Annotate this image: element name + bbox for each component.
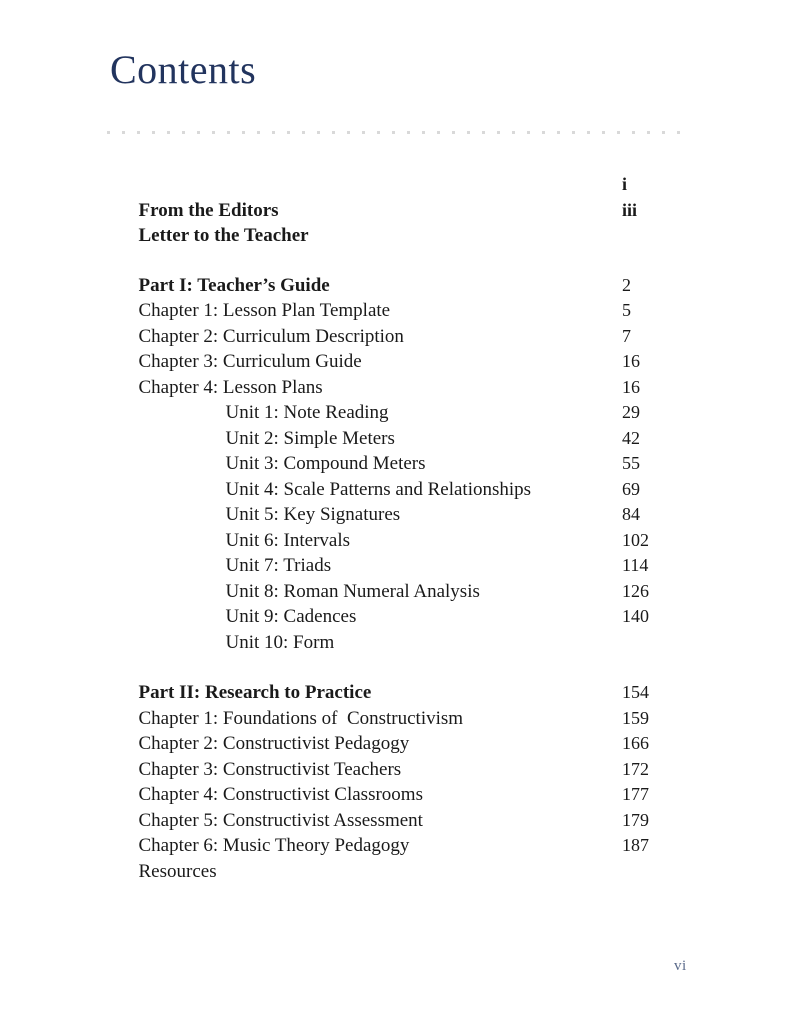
toc-entry-page-number: 172 <box>622 758 649 779</box>
toc-entry-page-number: 179 <box>622 809 649 830</box>
toc-entry-label: From the Editors <box>138 199 279 221</box>
toc-entry-letter-to-the-teacher[interactable] <box>110 198 690 246</box>
dotted-rule-divider <box>107 131 692 134</box>
toc-heading-label: Part II: Research to Practice <box>138 682 372 703</box>
toc-entry-label: Unit 6: Intervals <box>225 529 351 551</box>
toc-entry-label: Chapter 1: Lesson Plan Template <box>138 300 391 321</box>
toc-entry-label: Chapter 3: Constructivist Teachers <box>138 758 402 780</box>
toc-entry-page-number: 126 <box>622 580 649 601</box>
toc-entry-part1-chapter-4[interactable] <box>110 349 690 398</box>
toc-entry-label: Unit 9: Cadences <box>225 606 357 627</box>
toc-entry-page-number: 16 <box>622 351 640 371</box>
toc-entry-label: Chapter 4: Constructivist Classrooms <box>138 784 423 805</box>
toc-entry-page-number: 154 <box>622 682 649 702</box>
toc-entry-label: Chapter 4: Lesson Plans <box>138 376 323 398</box>
toc-entry-page-number: 5 <box>622 300 631 320</box>
toc-entry-label: Letter to the Teacher <box>138 225 309 246</box>
toc-entry-page-number: 55 <box>622 453 640 473</box>
page-title: Contents <box>110 47 257 92</box>
toc-entry-page-number: 166 <box>622 733 649 753</box>
toc-entry-label: Chapter 2: Constructivist Pedagogy <box>138 733 410 754</box>
toc-entry-label: Unit 10: Form <box>225 631 335 653</box>
toc-entry-page-number: 114 <box>622 555 649 575</box>
toc-entry-label: Unit 1: Note Reading <box>225 402 389 423</box>
toc-entry-page-number: 16 <box>622 376 640 397</box>
toc-entry-label: Unit 5: Key Signatures <box>225 504 401 525</box>
toc-entry-label: Chapter 2: Curriculum Description <box>138 325 404 347</box>
toc-heading-label: Part I: Teacher’s Guide <box>138 274 330 296</box>
toc-entry-page-number: 102 <box>622 529 649 550</box>
toc-entry-page-number: iii <box>622 199 638 220</box>
toc-entry-resources[interactable] <box>110 833 690 882</box>
toc-entry-page-number: 69 <box>622 478 640 499</box>
toc-heading-part-one <box>110 247 690 296</box>
toc-entry-part1-chapter-2[interactable] <box>110 298 690 347</box>
toc-entry-part1-chapter-1[interactable] <box>110 273 690 321</box>
toc-entry-page-number: 2 <box>622 274 631 295</box>
toc-entry-label: Chapter 3: Curriculum Guide <box>138 351 362 372</box>
toc-entry-page-number: 177 <box>622 784 649 804</box>
toc-entry-label: Unit 4: Scale Patterns and Relationships <box>225 478 532 500</box>
page-folio-number: vi <box>674 958 687 974</box>
toc-entry-label: Chapter 5: Constructivist Assessment <box>138 809 423 831</box>
toc-entry-label: Chapter 6: Music Theory Pedagogy <box>138 835 410 856</box>
toc-entry-page-number: 42 <box>622 427 640 448</box>
toc-entry-unit-10[interactable] <box>110 604 690 653</box>
toc-entry-page-number: i <box>622 174 628 194</box>
toc-entry-page-number: 140 <box>622 606 649 626</box>
toc-entry-label: Chapter 1: Foundations of Constructivism <box>138 707 464 729</box>
toc-entry-label: Unit 8: Roman Numeral Analysis <box>225 580 480 602</box>
toc-entry-label: Resources <box>138 860 217 882</box>
toc-entry-page-number: 29 <box>622 402 640 422</box>
toc-entry-page-number: 84 <box>622 504 640 524</box>
toc-entry-page-number: 159 <box>622 707 649 728</box>
toc-entry-page-number: 7 <box>622 325 631 346</box>
toc-entry-label: Unit 3: Compound Meters <box>225 453 426 474</box>
toc-entry-label: Unit 2: Simple Meters <box>225 427 395 449</box>
toc-entry-label: Unit 7: Triads <box>225 555 332 576</box>
toc-entry-page-number: 187 <box>622 835 649 855</box>
table-of-contents-list <box>110 172 690 882</box>
